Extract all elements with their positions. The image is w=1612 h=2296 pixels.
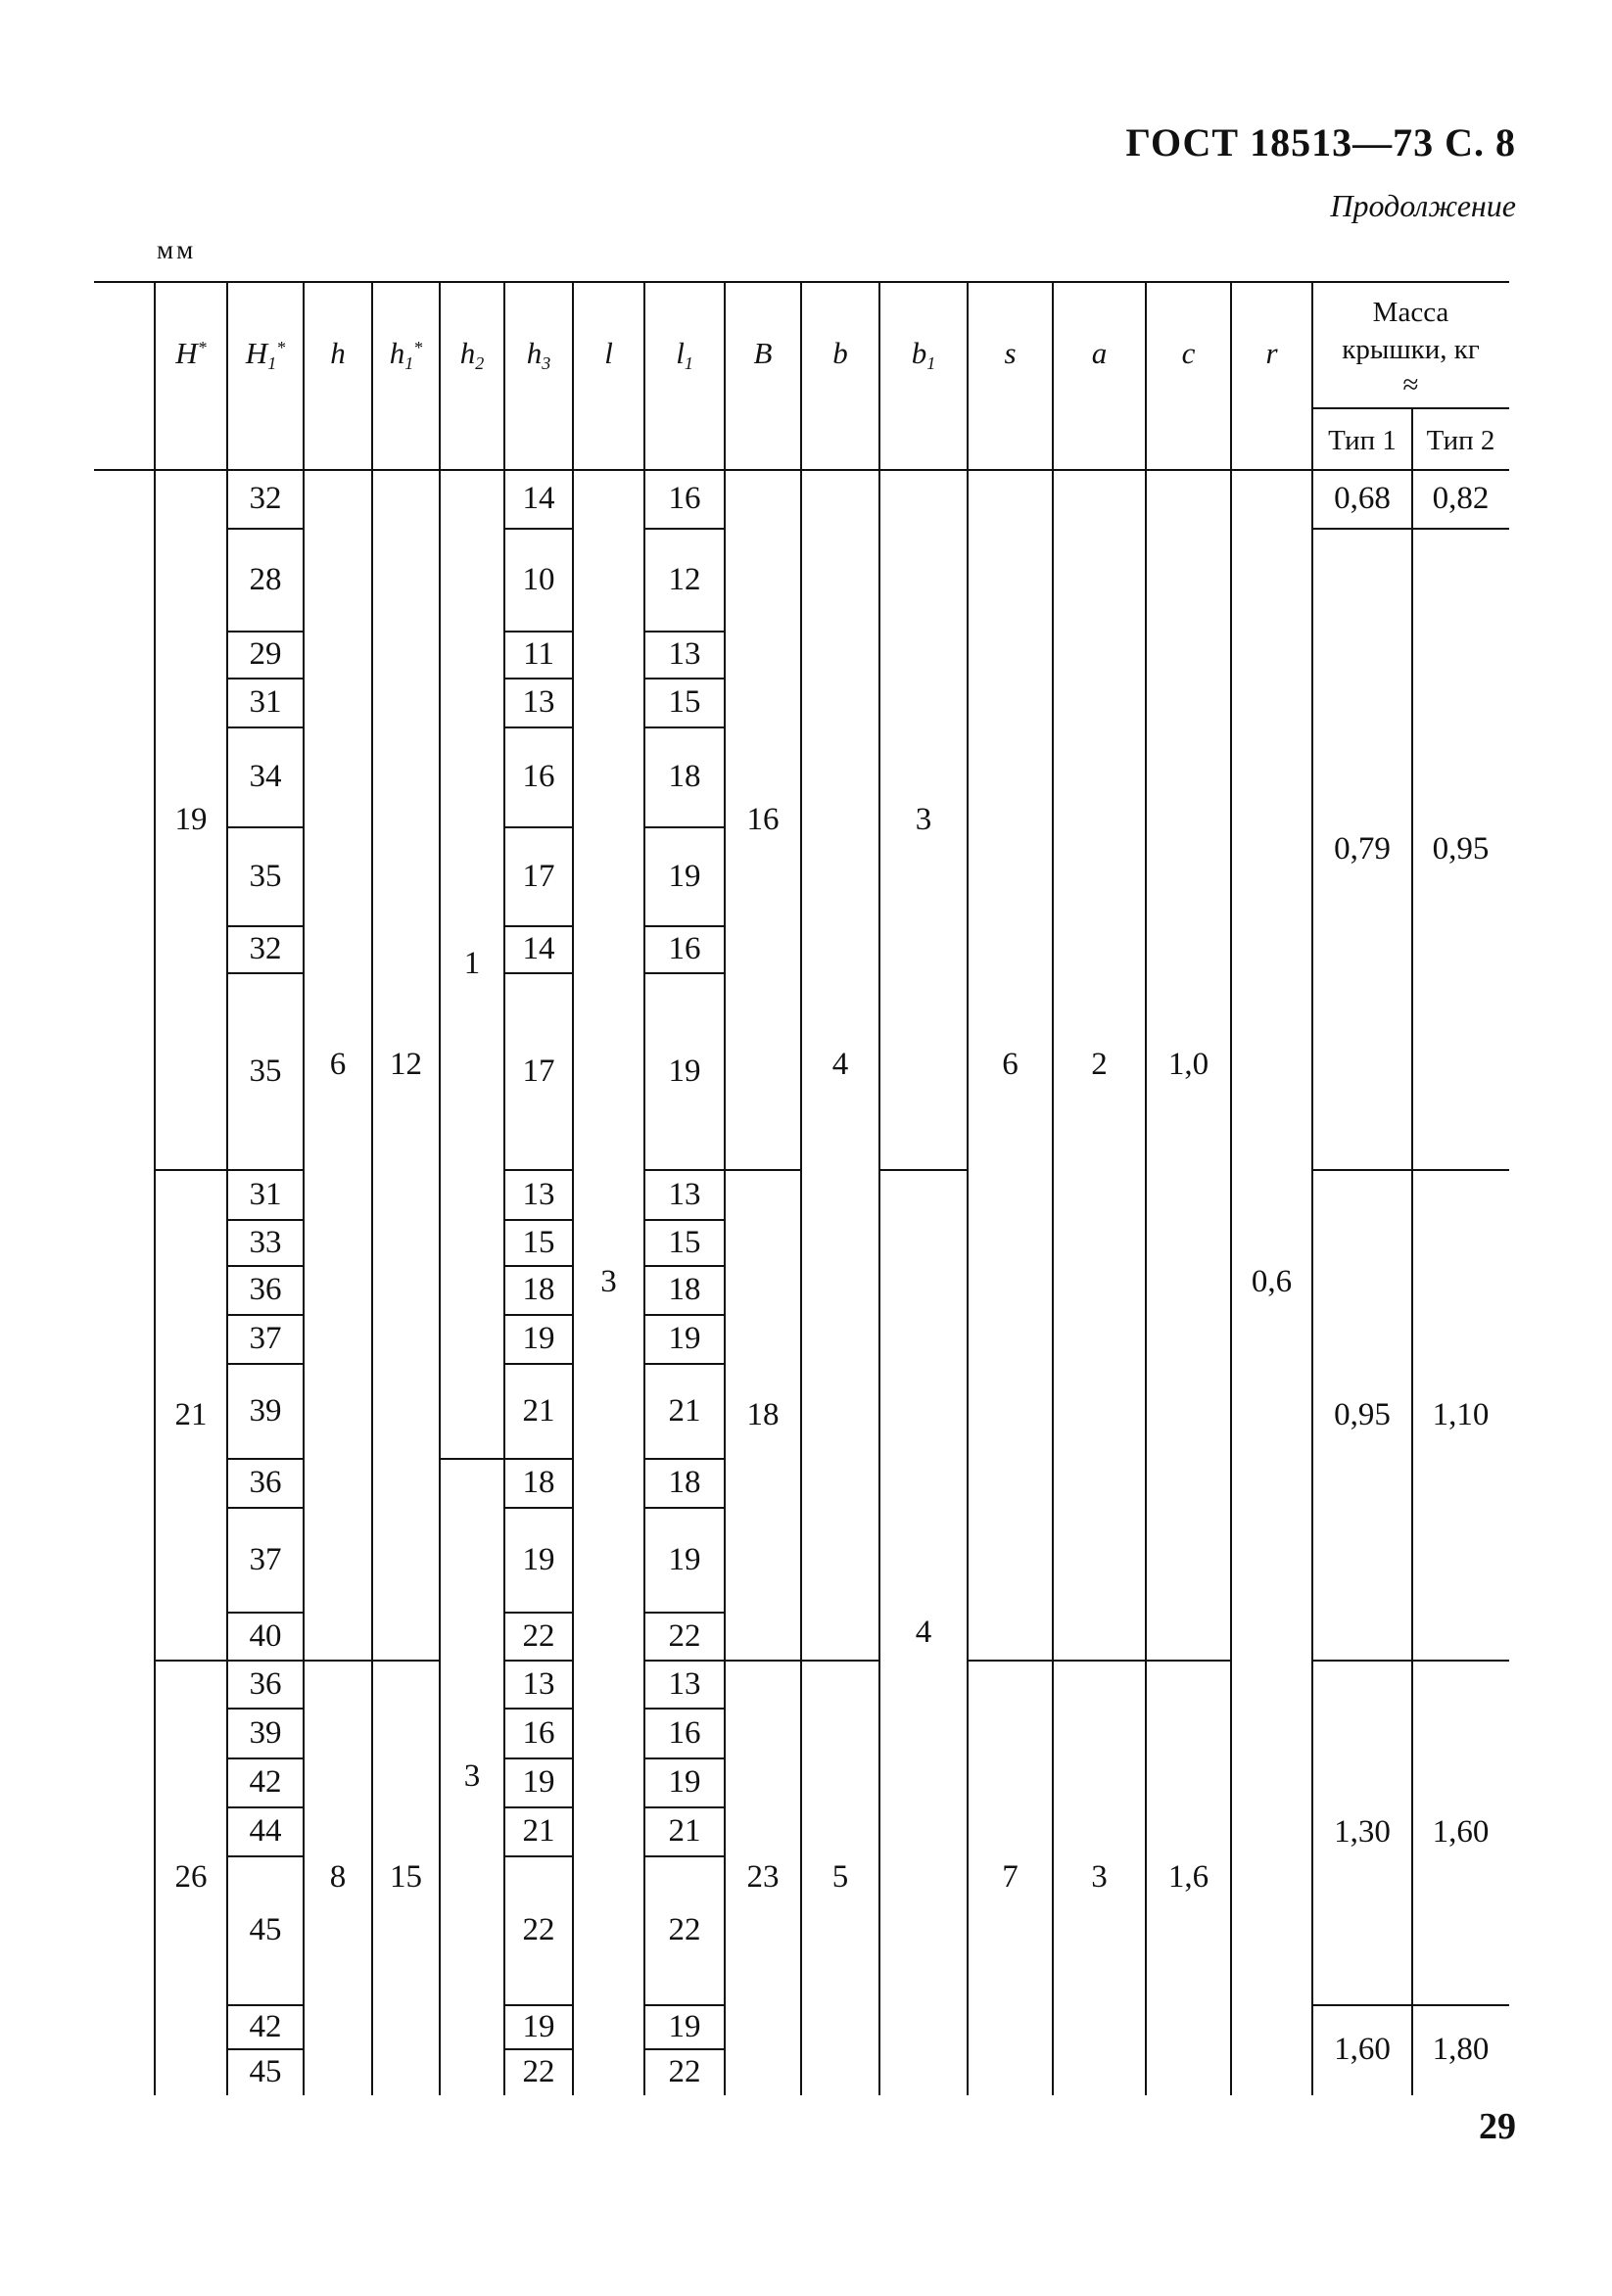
cell-h1: 15 xyxy=(390,1859,422,1895)
unit-label: мм xyxy=(157,235,197,264)
group-rule xyxy=(155,1660,227,1662)
row-rule xyxy=(644,1265,725,1267)
row-rule xyxy=(504,1757,573,1759)
row-rule xyxy=(644,2048,725,2050)
cell-l1: 16 xyxy=(668,931,701,966)
cell-l1: 18 xyxy=(668,759,701,794)
row-rule xyxy=(504,1612,573,1614)
column-rule xyxy=(1230,282,1232,2095)
cell-m2: 1,60 xyxy=(1432,1814,1490,1850)
row-rule xyxy=(644,528,725,530)
cell-l1: 15 xyxy=(668,1224,701,1260)
row-rule xyxy=(504,1265,573,1267)
column-header-h3: $h_3$ xyxy=(526,336,551,373)
row-rule xyxy=(644,726,725,728)
group-rule xyxy=(879,1169,968,1171)
cell-h3: 22 xyxy=(522,2053,555,2089)
cell-m2: 1,10 xyxy=(1432,1396,1490,1432)
cell-h3: 22 xyxy=(522,1617,555,1654)
row-rule xyxy=(644,1806,725,1808)
row-rule xyxy=(644,1708,725,1710)
group-rule xyxy=(1312,528,1412,530)
row-rule xyxy=(227,678,304,679)
row-rule xyxy=(227,925,304,927)
cell-h2: 1 xyxy=(463,946,481,981)
group-rule xyxy=(1146,1660,1231,1662)
cell-H1: 37 xyxy=(249,1541,282,1577)
column-header-c: c xyxy=(1181,336,1196,370)
group-rule xyxy=(155,1169,227,1171)
cell-r: 0,6 xyxy=(1251,1264,1293,1299)
cell-h3: 13 xyxy=(522,684,555,720)
row-rule xyxy=(227,1855,304,1857)
column-rule xyxy=(1145,282,1147,2095)
cell-H1: 29 xyxy=(249,636,282,672)
row-rule xyxy=(644,1757,725,1759)
cell-a: 3 xyxy=(1091,1859,1108,1895)
type2-header: Тип 2 xyxy=(1426,425,1495,456)
row-rule xyxy=(644,1660,725,1662)
row-rule xyxy=(227,1708,304,1710)
cell-H1: 35 xyxy=(249,858,282,894)
row-rule xyxy=(504,2004,573,2006)
group-rule xyxy=(1412,2004,1509,2006)
cell-h1: 12 xyxy=(390,1047,422,1082)
cell-h3: 19 xyxy=(522,1321,555,1356)
cell-l1: 12 xyxy=(668,561,701,597)
column-header-h: h xyxy=(330,336,346,370)
row-rule xyxy=(644,1458,725,1460)
cell-H1: 33 xyxy=(249,1224,282,1260)
row-rule xyxy=(644,1363,725,1365)
cell-l1: 22 xyxy=(668,2053,701,2089)
cell-h3: 21 xyxy=(522,1392,555,1429)
row-rule xyxy=(227,1363,304,1365)
column-header-B: B xyxy=(753,336,773,370)
cell-h3: 16 xyxy=(522,759,555,794)
row-rule xyxy=(644,1219,725,1221)
row-rule xyxy=(504,826,573,828)
row-rule xyxy=(504,1708,573,1710)
cell-H1: 36 xyxy=(249,1272,282,1307)
cell-l1: 16 xyxy=(668,481,701,516)
column-header-s: s xyxy=(1004,336,1017,370)
cell-H1: 39 xyxy=(249,1714,282,1751)
column-header-H: H* xyxy=(175,336,207,370)
cell-m1: 0,95 xyxy=(1334,1396,1391,1432)
column-rule xyxy=(800,282,802,2095)
row-rule xyxy=(227,528,304,530)
cell-H1: 37 xyxy=(249,1321,282,1356)
mass-header-approx: ≈ xyxy=(1402,369,1419,400)
row-rule xyxy=(227,972,304,974)
cell-h3: 19 xyxy=(522,2008,555,2044)
row-rule xyxy=(504,1855,573,1857)
column-header-l: l xyxy=(604,336,613,370)
group-rule xyxy=(304,1660,372,1662)
column-header-r: r xyxy=(1265,336,1278,370)
cell-l1: 19 xyxy=(668,858,701,894)
row-rule xyxy=(644,631,725,633)
cell-H1: 31 xyxy=(249,1176,282,1212)
group-rule xyxy=(1312,2004,1412,2006)
cell-h3: 21 xyxy=(522,1813,555,1849)
cell-h3: 10 xyxy=(522,561,555,597)
column-rule xyxy=(439,282,441,2095)
cell-h3: 11 xyxy=(523,636,554,672)
row-rule xyxy=(504,1660,573,1662)
row-rule xyxy=(504,1363,573,1365)
row-rule xyxy=(644,972,725,974)
cell-l1: 18 xyxy=(668,1465,701,1500)
row-rule xyxy=(227,1314,304,1316)
cell-l1: 13 xyxy=(668,1665,701,1702)
row-rule xyxy=(227,826,304,828)
row-rule xyxy=(644,1507,725,1509)
row-rule xyxy=(504,1458,573,1460)
row-rule xyxy=(644,1169,725,1171)
row-rule xyxy=(227,1806,304,1808)
group-rule xyxy=(725,1660,801,1662)
cell-H1: 42 xyxy=(249,1764,282,1800)
row-rule xyxy=(504,1219,573,1221)
group-rule xyxy=(1412,1660,1509,1662)
row-rule xyxy=(504,1806,573,1808)
cell-l1: 16 xyxy=(668,1714,701,1751)
cell-l1: 13 xyxy=(668,636,701,672)
column-header-b1: $b_1$ xyxy=(911,336,936,373)
column-header-H1: $H_1^*$ xyxy=(245,336,286,373)
cell-l1: 19 xyxy=(668,1053,701,1089)
cell-H1: 34 xyxy=(249,759,282,794)
cell-h3: 19 xyxy=(522,1764,555,1800)
column-rule xyxy=(154,282,156,2095)
cell-h2: 3 xyxy=(463,1758,481,1794)
cell-H1: 28 xyxy=(249,561,282,597)
cell-h3: 17 xyxy=(522,858,555,894)
cell-h3: 18 xyxy=(522,1272,555,1307)
column-rule xyxy=(878,282,880,2095)
row-rule xyxy=(227,1169,304,1171)
cell-l1: 19 xyxy=(668,1541,701,1577)
cell-s: 7 xyxy=(1002,1859,1019,1895)
cell-m1: 1,60 xyxy=(1334,2032,1391,2067)
cell-H: 19 xyxy=(174,801,208,837)
cell-l1: 22 xyxy=(668,1912,701,1947)
cell-H1: 32 xyxy=(249,481,282,516)
cell-H1: 45 xyxy=(249,2053,282,2089)
cell-m2: 0,82 xyxy=(1432,481,1490,516)
row-rule xyxy=(644,1612,725,1614)
cell-l1: 19 xyxy=(668,1321,701,1356)
cell-H1: 35 xyxy=(249,1053,282,1089)
cell-H1: 40 xyxy=(249,1617,282,1654)
cell-H: 26 xyxy=(174,1859,208,1895)
group-rule xyxy=(968,1660,1053,1662)
row-rule xyxy=(227,2048,304,2050)
cell-l1: 21 xyxy=(668,1392,701,1429)
row-rule xyxy=(227,1660,304,1662)
cell-b1: 3 xyxy=(915,801,932,837)
cell-l1: 15 xyxy=(668,684,701,720)
cell-l1: 19 xyxy=(668,1764,701,1800)
cell-s: 6 xyxy=(1002,1047,1019,1082)
row-rule xyxy=(504,1507,573,1509)
type1-header: Тип 1 xyxy=(1328,425,1397,456)
group-rule xyxy=(1053,1660,1146,1662)
row-rule xyxy=(644,678,725,679)
cell-l1: 21 xyxy=(668,1813,701,1849)
cell-h3: 15 xyxy=(522,1224,555,1260)
column-header-a: a xyxy=(1091,336,1108,370)
row-rule xyxy=(644,1855,725,1857)
group-rule xyxy=(1312,1169,1412,1171)
cell-H1: 36 xyxy=(249,1665,282,1702)
group-rule xyxy=(801,1660,879,1662)
cell-b: 5 xyxy=(831,1859,849,1895)
row-rule xyxy=(644,925,725,927)
row-rule xyxy=(227,1219,304,1221)
row-rule xyxy=(504,1169,573,1171)
mass-header-line1: Масса xyxy=(1372,297,1449,328)
column-header-b: b xyxy=(832,336,848,370)
row-rule xyxy=(504,528,573,530)
column-rule xyxy=(1052,282,1054,2095)
cell-l1: 19 xyxy=(668,2008,701,2044)
cell-l1: 18 xyxy=(668,1272,701,1307)
cell-B: 18 xyxy=(746,1396,780,1432)
cell-c: 1,0 xyxy=(1167,1047,1209,1082)
row-rule xyxy=(227,1507,304,1509)
group-rule xyxy=(1312,1660,1412,1662)
group-rule xyxy=(1412,1169,1509,1171)
column-rule xyxy=(371,282,373,2095)
row-rule xyxy=(644,1314,725,1316)
cell-h3: 18 xyxy=(522,1465,555,1500)
cell-h3: 22 xyxy=(522,1912,555,1947)
cell-l: 3 xyxy=(600,1264,617,1299)
column-rule xyxy=(967,282,969,2095)
cell-H1: 45 xyxy=(249,1912,282,1947)
cell-a: 2 xyxy=(1091,1047,1108,1082)
page-number: 29 xyxy=(1479,2106,1516,2147)
cell-h3: 17 xyxy=(522,1053,555,1089)
cell-h3: 13 xyxy=(522,1665,555,1702)
row-rule xyxy=(227,2004,304,2006)
cell-m1: 1,30 xyxy=(1334,1814,1391,1850)
column-header-l1: $l_1$ xyxy=(676,336,693,373)
row-rule xyxy=(227,1265,304,1267)
row-rule xyxy=(227,1757,304,1759)
cell-h3: 13 xyxy=(522,1176,555,1212)
cell-h3: 16 xyxy=(522,1714,555,1751)
row-rule xyxy=(504,631,573,633)
column-header-h1: $h_1^*$ xyxy=(389,336,423,373)
row-rule xyxy=(227,631,304,633)
row-rule xyxy=(504,925,573,927)
group-rule xyxy=(440,1458,504,1460)
row-rule xyxy=(504,678,573,679)
cell-h3: 19 xyxy=(522,1541,555,1577)
row-rule xyxy=(227,1612,304,1614)
cell-H1: 32 xyxy=(249,931,282,966)
cell-h3: 14 xyxy=(522,481,555,516)
cell-h: 6 xyxy=(329,1047,347,1082)
cell-H1: 36 xyxy=(249,1465,282,1500)
cell-m1: 0,68 xyxy=(1334,481,1391,516)
cell-H1: 42 xyxy=(249,2008,282,2044)
cell-h3: 14 xyxy=(522,931,555,966)
row-rule xyxy=(644,826,725,828)
cell-b: 4 xyxy=(831,1047,849,1082)
page-title: ГОСТ 18513—73 С. 8 xyxy=(1125,120,1516,164)
row-rule xyxy=(504,972,573,974)
cell-H1: 44 xyxy=(249,1813,282,1849)
page-subtitle: Продолжение xyxy=(1330,188,1516,223)
cell-m1: 0,79 xyxy=(1334,830,1391,867)
cell-B: 16 xyxy=(746,801,780,837)
cell-c: 1,6 xyxy=(1167,1859,1209,1895)
cell-m2: 1,80 xyxy=(1432,2032,1490,2067)
group-rule xyxy=(1412,528,1509,530)
mass-header-line2: крышки, кг xyxy=(1342,334,1480,365)
cell-l1: 13 xyxy=(668,1176,701,1212)
row-rule xyxy=(504,1314,573,1316)
cell-H1: 31 xyxy=(249,684,282,720)
cell-B: 23 xyxy=(746,1859,780,1895)
cell-l1: 22 xyxy=(668,1617,701,1654)
cell-H: 21 xyxy=(174,1396,208,1432)
row-rule xyxy=(227,726,304,728)
row-rule xyxy=(644,2004,725,2006)
cell-b1: 4 xyxy=(915,1614,932,1650)
group-rule xyxy=(725,1169,801,1171)
cell-m2: 0,95 xyxy=(1432,830,1490,867)
group-rule xyxy=(372,1660,440,1662)
cell-h: 8 xyxy=(329,1859,347,1895)
row-rule xyxy=(504,726,573,728)
column-header-h2: $h_2$ xyxy=(459,336,485,373)
cell-H1: 39 xyxy=(249,1392,282,1429)
row-rule xyxy=(504,2048,573,2050)
row-rule xyxy=(227,1458,304,1460)
